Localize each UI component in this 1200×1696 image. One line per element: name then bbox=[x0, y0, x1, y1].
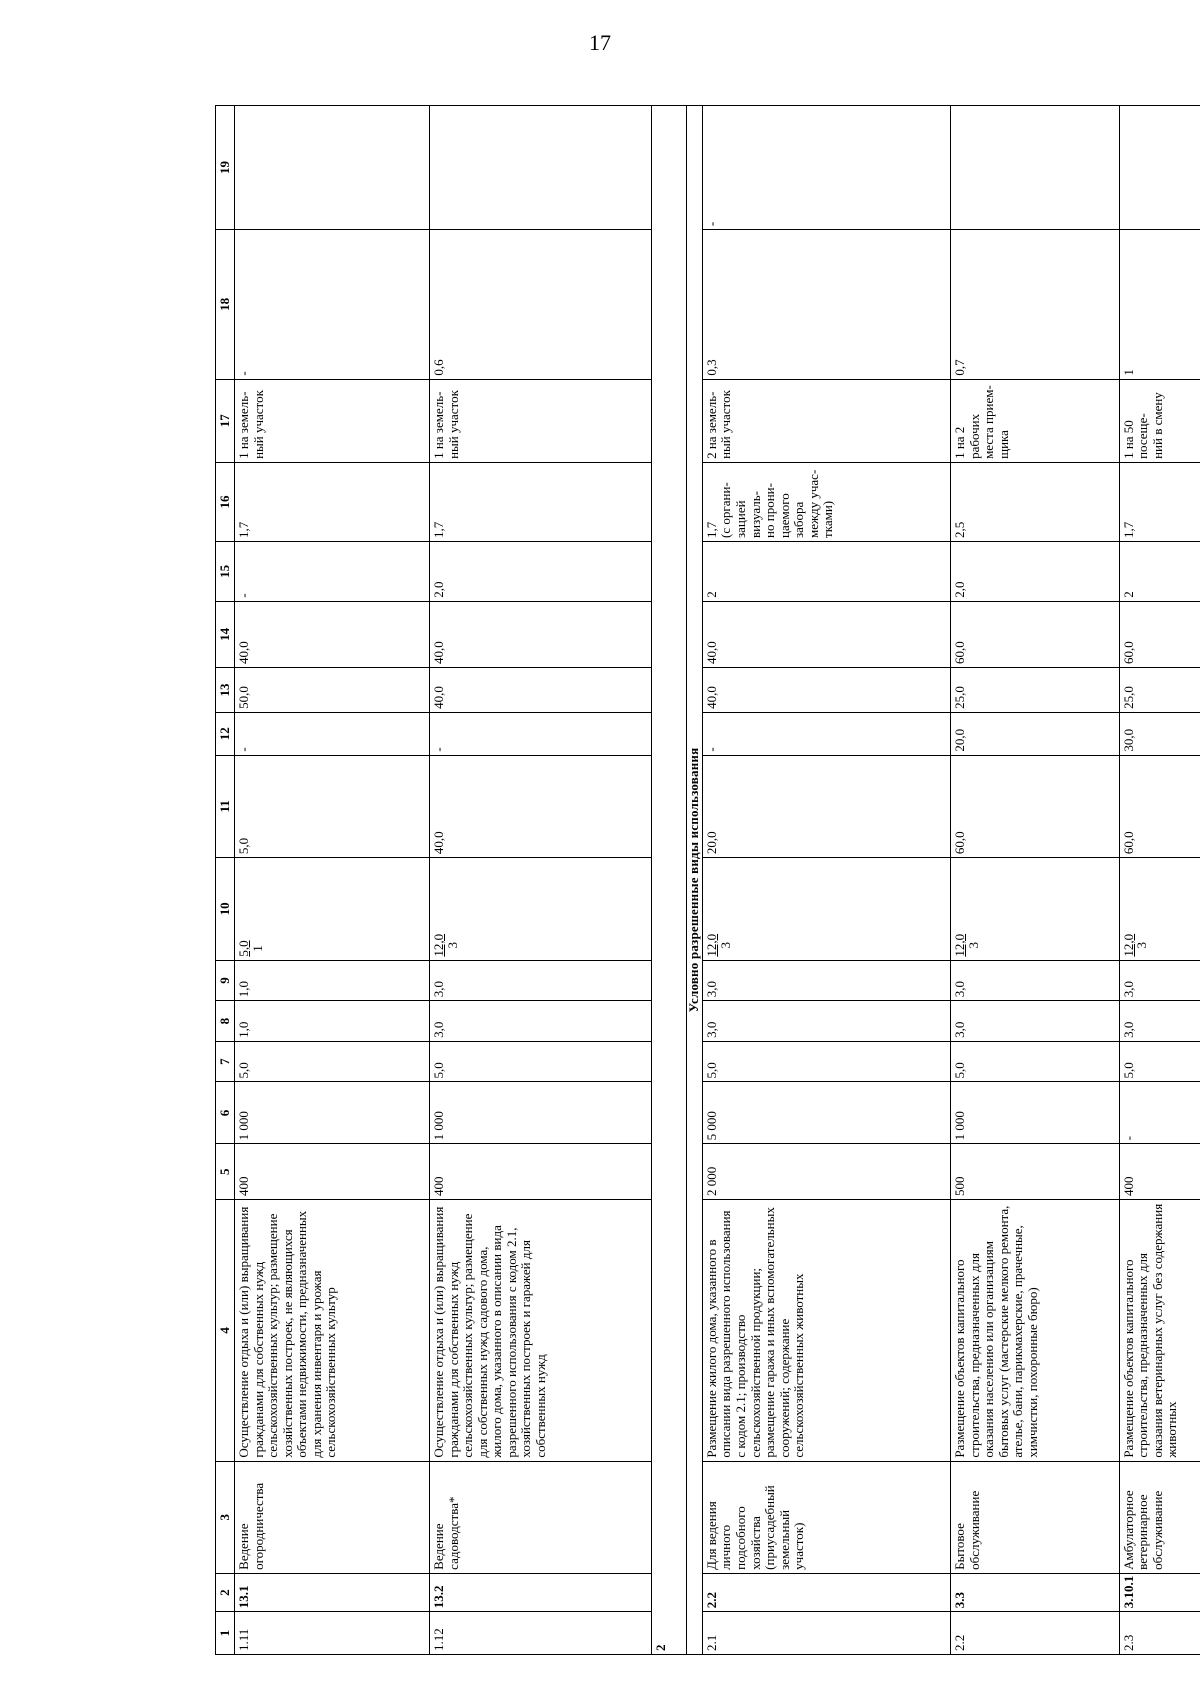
param-c18: 0,6 bbox=[430, 230, 652, 380]
param-c16: 2,5 bbox=[951, 462, 1120, 541]
section-title-row bbox=[687, 106, 703, 1655]
param-c8: 3,0 bbox=[951, 1001, 1120, 1042]
fraction-denominator: 1 bbox=[249, 945, 265, 952]
param-c6: 5 000 bbox=[702, 1082, 950, 1144]
header-col-7: 7 bbox=[216, 1041, 235, 1082]
param-c17: 1 на 50 посеще- ний в смену bbox=[1119, 379, 1200, 462]
param-c16: 1,7 bbox=[235, 462, 430, 541]
fraction-denominator: 3 bbox=[965, 942, 981, 949]
header-col-14: 14 bbox=[216, 601, 235, 667]
param-c16: 1,7 (с органи- зацией визуаль- но прони- цаемого забора между учас- тками) bbox=[702, 462, 950, 541]
param-c14: 60,0 bbox=[1119, 601, 1200, 667]
param-c5: 400 bbox=[235, 1144, 430, 1200]
fraction-denominator: 3 bbox=[1134, 942, 1150, 949]
height-fraction bbox=[432, 934, 459, 957]
param-c10 bbox=[702, 858, 950, 961]
param-c5: 2 000 bbox=[702, 1144, 950, 1200]
table-row bbox=[702, 106, 950, 1655]
header-col-19: 19 bbox=[216, 106, 235, 230]
param-c11: 5,0 bbox=[235, 755, 430, 858]
header-col-18: 18 bbox=[216, 230, 235, 380]
param-c17: 1 на земель- ный участок bbox=[235, 379, 430, 462]
param-c9: 3,0 bbox=[702, 960, 950, 1001]
header-col-1: 1 bbox=[216, 1612, 235, 1655]
fraction-numerator: 12,0 bbox=[1120, 933, 1136, 957]
param-c6: 1 000 bbox=[430, 1082, 652, 1144]
use-name: Для ведения личного подсобного хозяйства (приусадебный земельный участок) bbox=[702, 1461, 950, 1573]
section-number: 2 bbox=[651, 106, 687, 1655]
fraction-denominator: 3 bbox=[717, 942, 733, 949]
header-col-12: 12 bbox=[216, 712, 235, 755]
param-c13: 25,0 bbox=[1119, 668, 1200, 713]
header-col-16: 16 bbox=[216, 462, 235, 541]
param-c18: 0,7 bbox=[951, 230, 1120, 380]
regulations-table bbox=[215, 105, 1200, 1655]
param-c6: 1 000 bbox=[951, 1082, 1120, 1144]
header-col-6: 6 bbox=[216, 1082, 235, 1144]
use-description: Размещение объектов капитального строительства, предназначенных для оказания населению или организациям бытовых услуг (мастерские мелкого ремонта, ателье, бани, парикмахерские, прачечные, химчистки, похоронные бюро) bbox=[951, 1199, 1120, 1461]
param-c19 bbox=[1119, 106, 1200, 230]
param-c12: 20,0 bbox=[951, 712, 1120, 755]
header-col-13: 13 bbox=[216, 668, 235, 713]
param-c19: - bbox=[702, 106, 950, 230]
fraction-numerator: 12,0 bbox=[431, 933, 447, 957]
row-number: 2.3 bbox=[1119, 1612, 1200, 1655]
param-c5: 400 bbox=[430, 1144, 652, 1200]
fraction-denominator: 3 bbox=[444, 942, 460, 949]
param-c13: 40,0 bbox=[430, 668, 652, 713]
param-c12: 30,0 bbox=[1119, 712, 1200, 755]
param-c6: - bbox=[1119, 1082, 1200, 1144]
param-c8: 1,0 bbox=[235, 1001, 430, 1042]
param-c7: 5,0 bbox=[1119, 1041, 1200, 1082]
use-description: Осуществление отдыха и (или) выращивания гражданами для собственных нужд сельскохозяйственных культур; размещение хозяйственных построек, не являющихся объектами недвижимости, предназначенных для хранения инвентаря и урожая сельскохозяйственных культур bbox=[235, 1199, 430, 1461]
height-fraction bbox=[953, 934, 980, 957]
param-c13: 25,0 bbox=[951, 668, 1120, 713]
fraction-numerator: 12,0 bbox=[952, 933, 968, 957]
param-c19 bbox=[430, 106, 652, 230]
use-code: 13.1 bbox=[235, 1573, 430, 1611]
use-description: Размещение объектов капитального строительства, предназначенных для оказания ветеринарных услуг без содержания животных bbox=[1119, 1199, 1200, 1461]
param-c12: - bbox=[430, 712, 652, 755]
section-header-row bbox=[651, 106, 687, 1655]
header-col-11: 11 bbox=[216, 755, 235, 858]
header-col-17: 17 bbox=[216, 379, 235, 462]
param-c19 bbox=[235, 106, 430, 230]
param-c10 bbox=[1119, 858, 1200, 961]
param-c8: 3,0 bbox=[1119, 1001, 1200, 1042]
header-col-15: 15 bbox=[216, 541, 235, 601]
param-c10 bbox=[430, 858, 652, 961]
table-row bbox=[951, 106, 1120, 1655]
param-c17: 2 на земель- ный участок bbox=[702, 379, 950, 462]
param-c16: 1,7 bbox=[1119, 462, 1200, 541]
fraction-numerator: 5,0 bbox=[236, 940, 251, 957]
param-c11: 20,0 bbox=[702, 755, 950, 858]
param-c18: 0,3 bbox=[702, 230, 950, 380]
section-title: Условно разрешенные виды использования bbox=[687, 106, 703, 1655]
param-c17: 1 на 2 рабочих места прием- щика bbox=[951, 379, 1120, 462]
row-number: 1.11 bbox=[235, 1612, 430, 1655]
use-description: Размещение жилого дома, указанного в описании вида разрешенного использования с кодом 2.1; производство сельскохозяйственной продукции; размещение гаража и иных вспомогательных сооружений; содержание сельскохозяйственных животных bbox=[702, 1199, 950, 1461]
param-c18: 1 bbox=[1119, 230, 1200, 380]
fraction-numerator: 12,0 bbox=[703, 933, 719, 957]
use-code: 13.2 bbox=[430, 1573, 652, 1611]
param-c14: 40,0 bbox=[430, 601, 652, 667]
param-c14: 40,0 bbox=[702, 601, 950, 667]
use-name: Ведение садоводства* bbox=[430, 1461, 652, 1573]
param-c12: - bbox=[235, 712, 430, 755]
param-c7: 5,0 bbox=[702, 1041, 950, 1082]
param-c10 bbox=[951, 858, 1120, 961]
param-c12: - bbox=[702, 712, 950, 755]
use-name: Амбулаторное ветеринарное обслуживание bbox=[1119, 1461, 1200, 1573]
param-c6: 1 000 bbox=[235, 1082, 430, 1144]
height-fraction bbox=[705, 934, 732, 957]
param-c9: 3,0 bbox=[430, 960, 652, 1001]
header-col-4: 4 bbox=[216, 1199, 235, 1461]
height-fraction bbox=[237, 940, 264, 956]
param-c9: 1,0 bbox=[235, 960, 430, 1001]
use-code: 3.3 bbox=[951, 1573, 1120, 1611]
param-c5: 500 bbox=[951, 1144, 1120, 1200]
param-c14: 60,0 bbox=[951, 601, 1120, 667]
use-code: 3.10.1 bbox=[1119, 1573, 1200, 1611]
param-c15: 2 bbox=[1119, 541, 1200, 601]
param-c15: 2 bbox=[702, 541, 950, 601]
param-c17: 1 на земель- ный участок bbox=[430, 379, 652, 462]
param-c19 bbox=[951, 106, 1120, 230]
table-row bbox=[235, 106, 430, 1655]
param-c10 bbox=[235, 858, 430, 961]
header-row bbox=[216, 106, 235, 1655]
param-c13: 40,0 bbox=[702, 668, 950, 713]
param-c8: 3,0 bbox=[430, 1001, 652, 1042]
height-fraction bbox=[1122, 934, 1149, 957]
table-row bbox=[1119, 106, 1200, 1655]
header-col-9: 9 bbox=[216, 960, 235, 1001]
param-c11: 60,0 bbox=[951, 755, 1120, 858]
row-number: 1.12 bbox=[430, 1612, 652, 1655]
param-c18: - bbox=[235, 230, 430, 380]
header-col-8: 8 bbox=[216, 1001, 235, 1042]
param-c9: 3,0 bbox=[1119, 960, 1200, 1001]
param-c14: 40,0 bbox=[235, 601, 430, 667]
param-c7: 5,0 bbox=[430, 1041, 652, 1082]
header-col-5: 5 bbox=[216, 1144, 235, 1200]
param-c7: 5,0 bbox=[235, 1041, 430, 1082]
param-c15: - bbox=[235, 541, 430, 601]
use-description: Осуществление отдыха и (или) выращивания гражданами для собственных нужд сельскохозяйственных культур; размещение для собственных нужд садового дома, жилого дома, указанного в описании вида разрешенного использования с кодом 2.1, хозяйственных построек и гаражей для собственных нужд bbox=[430, 1199, 652, 1461]
param-c16: 1,7 bbox=[430, 462, 652, 541]
header-col-10: 10 bbox=[216, 858, 235, 961]
row-number: 2.1 bbox=[702, 1612, 950, 1655]
param-c13: 50,0 bbox=[235, 668, 430, 713]
param-c11: 60,0 bbox=[1119, 755, 1200, 858]
header-col-3: 3 bbox=[216, 1461, 235, 1573]
use-code: 2.2 bbox=[702, 1573, 950, 1611]
param-c9: 3,0 bbox=[951, 960, 1120, 1001]
param-c5: 400 bbox=[1119, 1144, 1200, 1200]
param-c11: 40,0 bbox=[430, 755, 652, 858]
row-number: 2.2 bbox=[951, 1612, 1120, 1655]
table-row bbox=[430, 106, 652, 1655]
param-c7: 5,0 bbox=[951, 1041, 1120, 1082]
rotated-table-wrapper bbox=[215, 105, 1200, 1655]
page-number: 17 bbox=[589, 30, 611, 55]
param-c15: 2,0 bbox=[951, 541, 1120, 601]
use-name: Бытовое обслуживание bbox=[951, 1461, 1120, 1573]
use-name: Ведение огородничества bbox=[235, 1461, 430, 1573]
header-col-2: 2 bbox=[216, 1573, 235, 1611]
param-c8: 3,0 bbox=[702, 1001, 950, 1042]
param-c15: 2,0 bbox=[430, 541, 652, 601]
